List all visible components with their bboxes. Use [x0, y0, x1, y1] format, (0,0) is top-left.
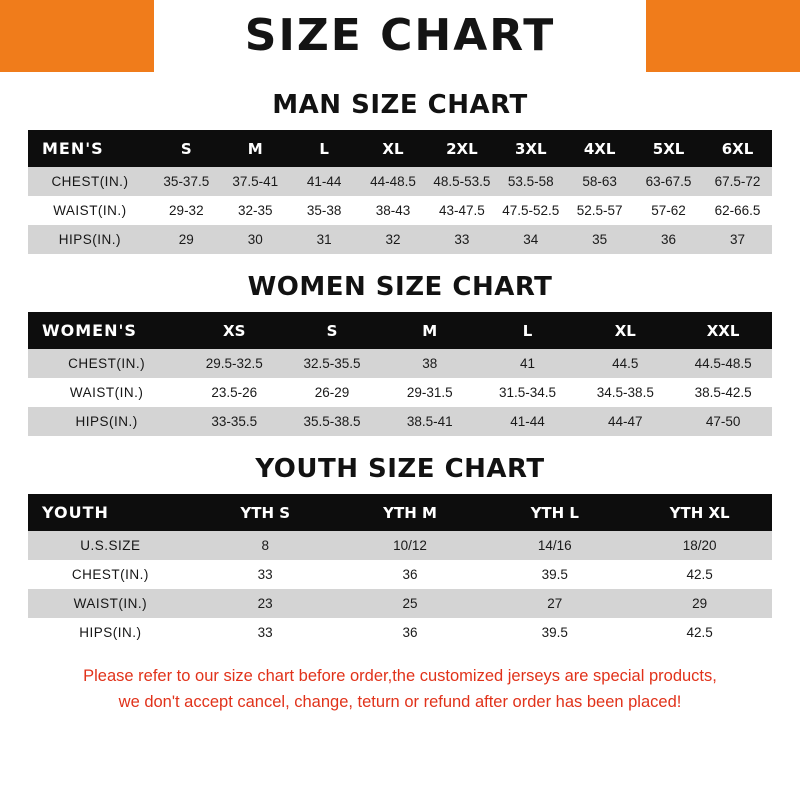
cell: 38.5-41 [406, 414, 453, 429]
row-label-waist: WAIST(IN.) [73, 596, 148, 611]
section-women [0, 272, 800, 436]
row-label-chest: CHEST(IN.) [71, 567, 149, 582]
table-header-row [28, 494, 772, 531]
column-header-m: M [422, 321, 438, 340]
cell: 33 [257, 567, 273, 582]
column-header-l: L [522, 321, 533, 340]
table-row [28, 196, 772, 225]
cell: 29-31.5 [406, 385, 453, 400]
cell: 62-66.5 [714, 203, 761, 218]
cell: 29-32 [169, 203, 204, 218]
cell: 33 [257, 625, 273, 640]
cell: 32 [385, 232, 401, 247]
column-header-xl: XL [382, 139, 404, 158]
table-header-label: YOUTH [42, 503, 109, 522]
column-header-4xl: 4XL [583, 139, 616, 158]
column-header-s: S [326, 321, 338, 340]
column-header-5xl: 5XL [652, 139, 685, 158]
column-header-yth-s: YTH S [240, 503, 291, 522]
cell: 47-50 [705, 414, 741, 429]
cell: 8 [261, 538, 269, 553]
column-header-3xl: 3XL [514, 139, 547, 158]
cell: 34 [523, 232, 539, 247]
column-header-s: S [180, 139, 192, 158]
cell: 10/12 [393, 538, 427, 553]
row-label-us-size: U.S.SIZE [80, 538, 141, 553]
column-header-6xl: 6XL [721, 139, 754, 158]
column-header-yth-l: YTH L [530, 503, 579, 522]
cell: 57-62 [651, 203, 686, 218]
column-header-2xl: 2XL [446, 139, 478, 158]
section-man [0, 90, 800, 254]
column-header-xl: XL [614, 321, 636, 340]
cell: 67.5-72 [714, 174, 761, 189]
cell: 29.5-32.5 [205, 356, 263, 371]
cell: 35-37.5 [163, 174, 210, 189]
column-header-yth-m: YTH M [383, 503, 437, 522]
cell: 37 [729, 232, 746, 247]
cell: 29 [178, 232, 194, 247]
section-youth [0, 454, 800, 647]
section-title-youth: YOUTH SIZE CHART [255, 454, 545, 484]
cell: 36 [402, 567, 418, 582]
row-label-hips: HIPS(IN.) [58, 232, 122, 247]
cell: 33-35.5 [211, 414, 258, 429]
page-title: SIZE CHART [244, 10, 556, 61]
row-label-waist: WAIST(IN.) [53, 203, 127, 218]
row-label-chest: CHEST(IN.) [51, 174, 129, 189]
section-title-women: WOMEN SIZE CHART [247, 272, 553, 302]
cell: 48.5-53.5 [433, 174, 491, 189]
cell: 35-38 [306, 203, 342, 218]
row-label-hips: HIPS(IN.) [79, 625, 142, 640]
cell: 44.5-48.5 [694, 356, 752, 371]
table-youth [28, 494, 772, 647]
cell: 29 [692, 596, 708, 611]
cell: 23 [257, 596, 273, 611]
cell: 14/16 [537, 538, 572, 553]
row-label-chest: CHEST(IN.) [68, 356, 146, 371]
section-title-man: MAN SIZE CHART [272, 90, 528, 120]
cell: 34.5-38.5 [596, 385, 654, 400]
column-header-l: L [319, 139, 329, 158]
cell: 41-44 [510, 414, 545, 429]
table-row [28, 225, 772, 254]
cell: 38 [422, 356, 438, 371]
row-label-waist: WAIST(IN.) [69, 385, 144, 400]
cell: 35 [592, 232, 608, 247]
table-row [28, 589, 772, 618]
cell: 31 [316, 232, 332, 247]
cell: 47.5-52.5 [502, 203, 560, 218]
table-row [28, 167, 772, 196]
cell: 44.5 [612, 356, 639, 371]
table-header-label: WOMEN'S [42, 321, 137, 340]
table-row [28, 378, 772, 407]
cell: 32-35 [237, 203, 273, 218]
cell: 31.5-34.5 [499, 385, 557, 400]
cell: 30 [247, 232, 263, 247]
cell: 44-47 [608, 414, 643, 429]
cell: 36 [402, 625, 418, 640]
cell: 18/20 [682, 538, 717, 553]
cell: 53.5-58 [507, 174, 554, 189]
cell: 43-47.5 [438, 203, 485, 218]
table-row [28, 531, 772, 560]
cell: 42.5 [686, 625, 713, 640]
cell: 32.5-35.5 [303, 356, 361, 371]
cell: 35.5-38.5 [303, 414, 361, 429]
cell: 26-29 [314, 385, 350, 400]
cell: 27 [547, 596, 563, 611]
cell: 38.5-42.5 [694, 385, 752, 400]
table-row [28, 618, 772, 647]
cell: 36 [661, 232, 677, 247]
table-header-row [28, 130, 772, 167]
cell: 41 [520, 356, 536, 371]
cell: 52.5-57 [576, 203, 623, 218]
cell: 33 [454, 232, 470, 247]
cell: 38-43 [375, 203, 411, 218]
table-header-label: MEN'S [42, 139, 104, 158]
cell: 37.5-41 [232, 174, 279, 189]
column-header-xs: XS [223, 321, 246, 340]
cell: 25 [402, 596, 418, 611]
table-row [28, 407, 772, 436]
cell: 63-67.5 [645, 174, 692, 189]
column-header-xxl: XXL [706, 321, 740, 340]
table-man [28, 130, 772, 254]
policy-note-line-1: Please refer to our size chart before order,the customized jerseys are special products, [83, 667, 717, 685]
table-row [28, 560, 772, 589]
cell: 39.5 [541, 567, 568, 582]
cell: 41-44 [306, 174, 342, 189]
cell: 58-63 [582, 174, 617, 189]
cell: 44-48.5 [370, 174, 416, 189]
column-header-yth-xl: YTH XL [669, 503, 730, 522]
table-header-row [28, 312, 772, 349]
row-label-hips: HIPS(IN.) [75, 414, 138, 429]
table-row [28, 349, 772, 378]
column-header-m: M [247, 139, 263, 158]
cell: 39.5 [541, 625, 568, 640]
table-women [28, 312, 772, 436]
policy-note-line-2: we don't accept cancel, change, teturn or refund after order has been placed! [118, 693, 682, 711]
policy-note [0, 663, 800, 715]
header-banner [0, 0, 800, 72]
cell: 23.5-26 [211, 385, 258, 400]
cell: 42.5 [686, 567, 713, 582]
